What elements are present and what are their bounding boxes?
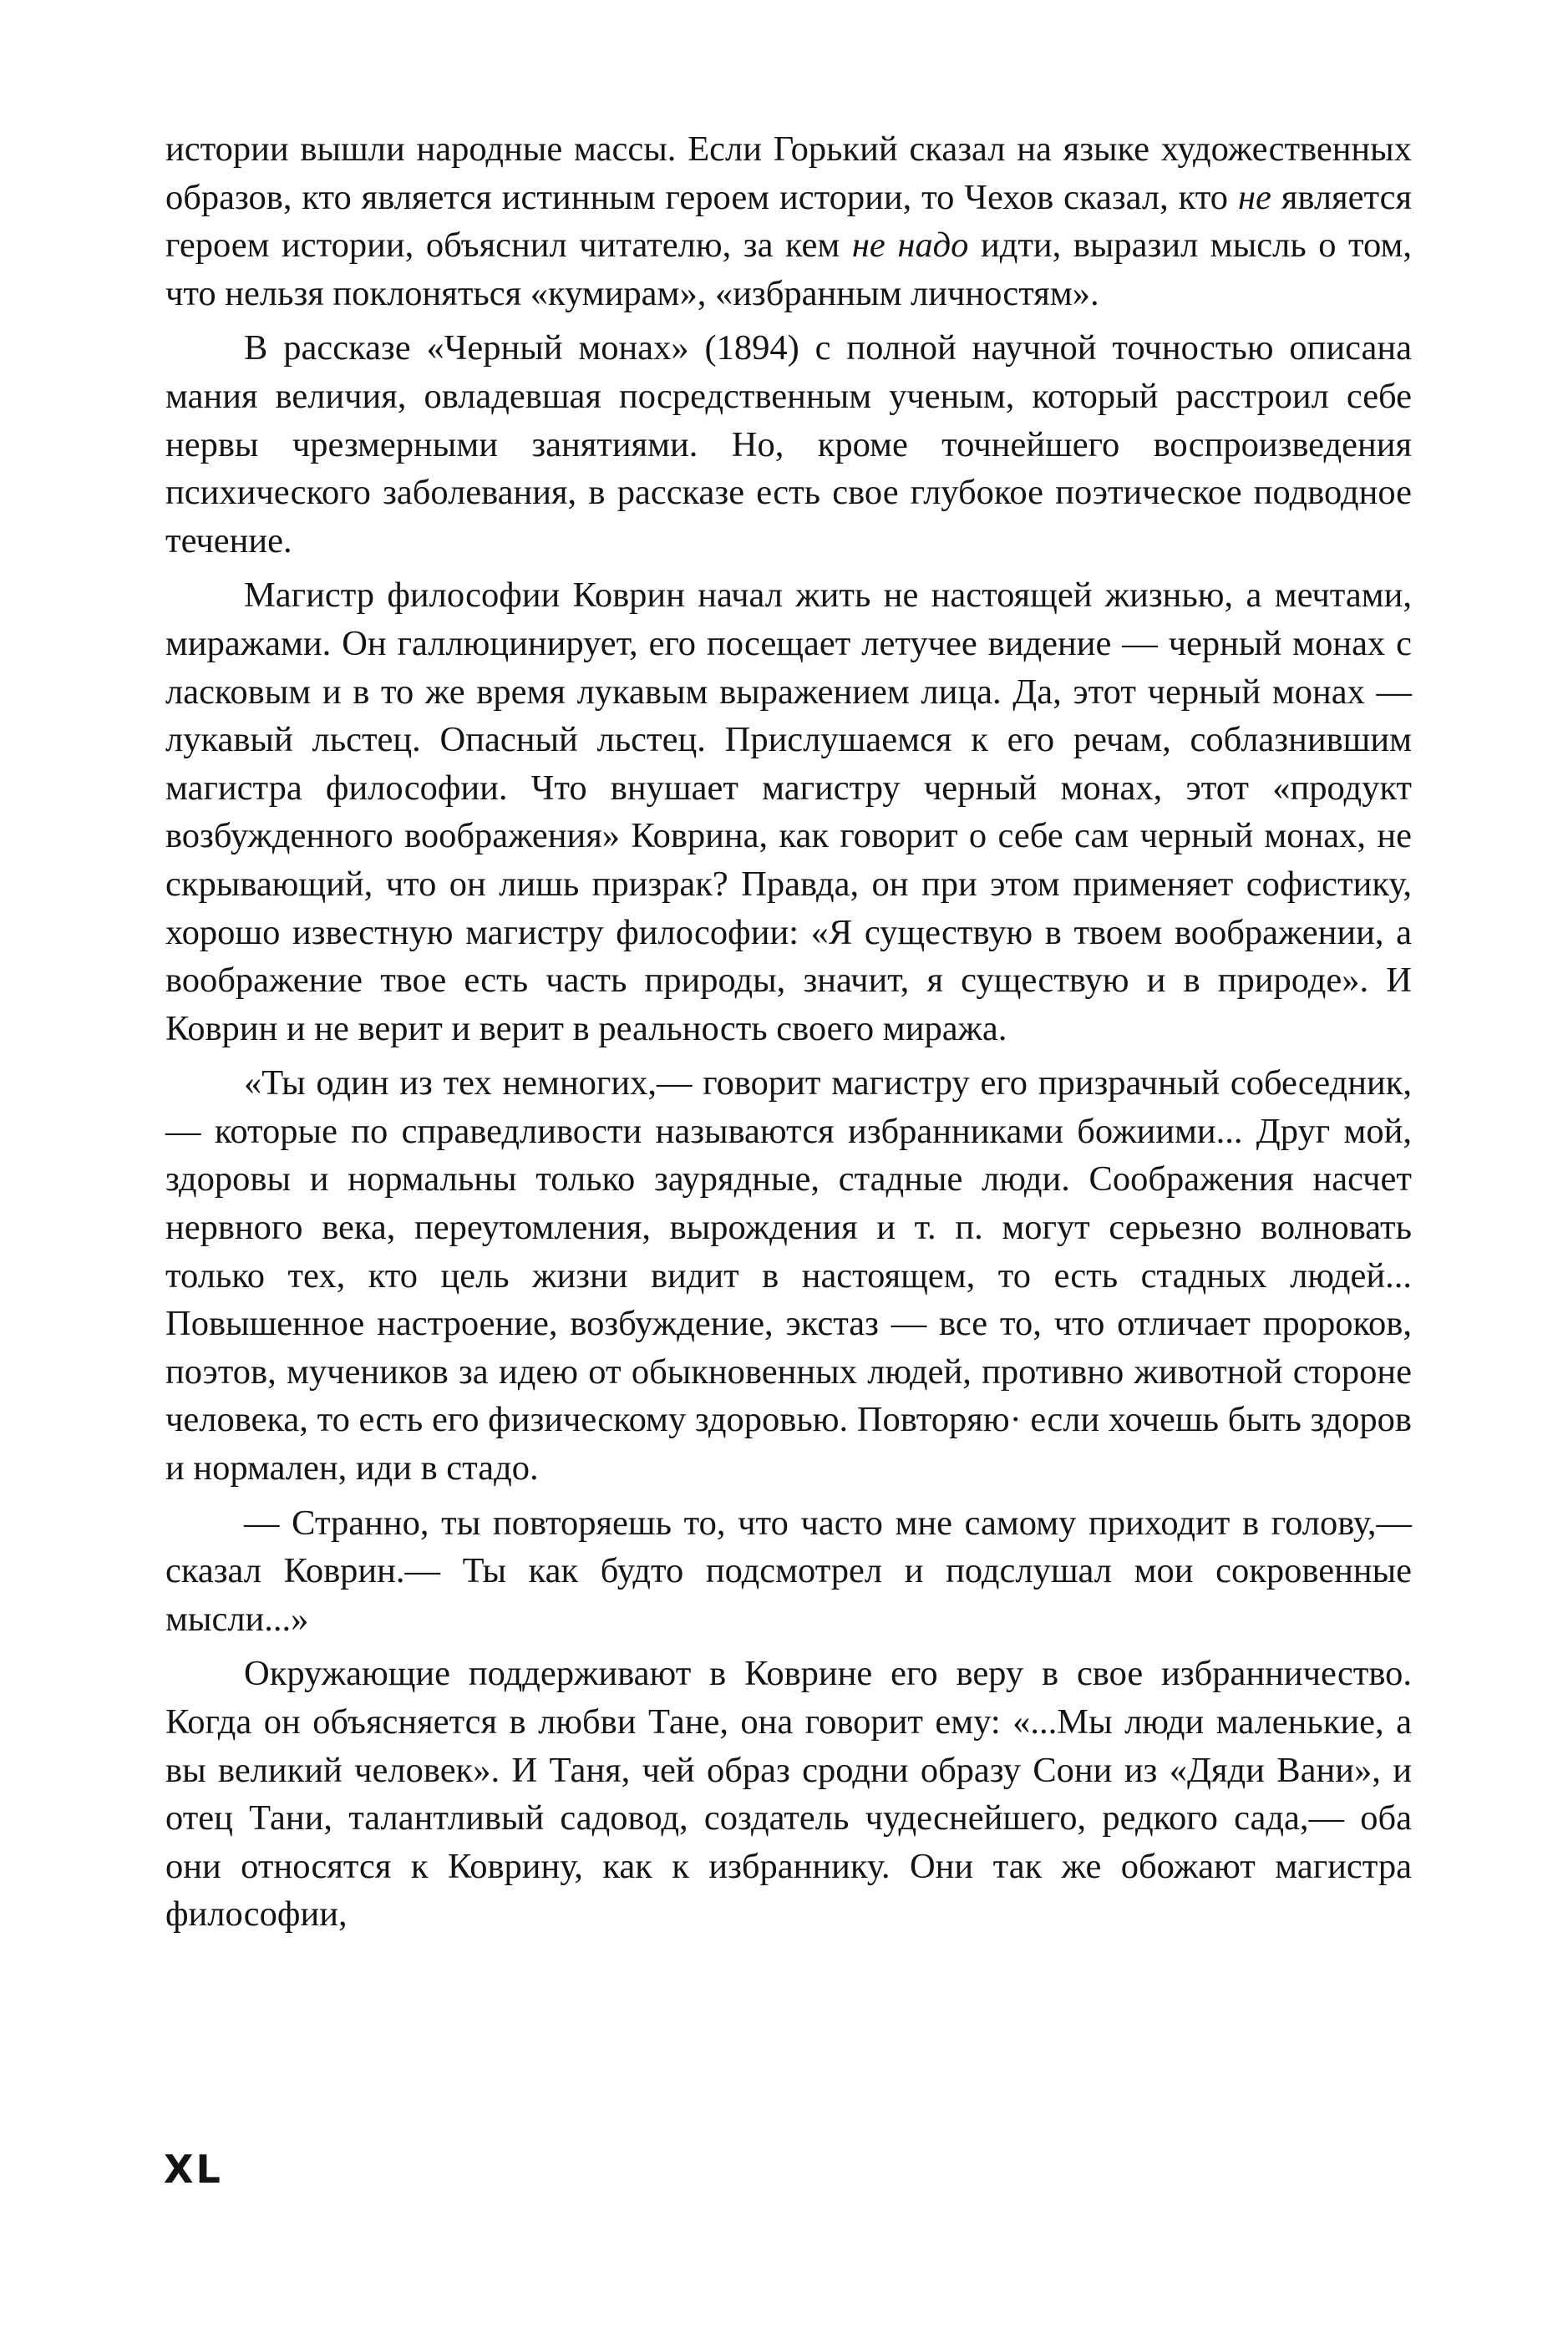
page-body	[165, 125, 1412, 1939]
paragraph	[165, 324, 1412, 565]
text-segment: «Ты один из тех немногих,— говорит магистру его призрачный собеседник,— которые по справедливости называются избранниками божиими... Друг мой, здоровы и нормальны только заурядные, стадные люди. Соображения насчет нервного века, переутомления, вырождения и т. п. могут серьезно волновать только тех, кто цель жизни видит в настоящем, то есть стадных людей... Повышенное настроение, возбуждение, экстаз — все то, что отличает пророков, поэтов, мучеников за идею от обыкновенных людей, противно животной стороне человека, то есть его физическому здоровью. Повторяю· если хочешь быть здоров и нормален, иди в стадо.	[165, 1063, 1412, 1488]
page-number: XL	[164, 2147, 223, 2192]
text-segment: Окружающие поддерживают в Коврине его веру в свое избранничество. Когда он объясняется в любви Тане, она говорит ему: «...Мы люди маленькие, а вы великий человек». И Таня, чей образ сродни образу Сони из «Дяди Вани», и отец Тани, талантливый садовод, создатель чудеснейшего, редкого сада,— оба они относятся к Коврину, как к избраннику. Они так же обожают магистра философии,	[165, 1654, 1412, 1935]
text-segment: идти, выразил мысль о том, что нельзя поклоняться «кумирам», «избранным личностям».	[165, 226, 1413, 313]
text-segment: истории вышли народные массы. Если Горький сказал на языке художественных образов, кто является истинным героем истории, то Чехов сказал, кто	[165, 129, 1412, 217]
paragraph	[165, 125, 1412, 317]
paragraph	[165, 1650, 1412, 1939]
paragraph	[165, 1059, 1412, 1492]
italic-text: не	[1237, 177, 1271, 217]
paragraph	[165, 1499, 1412, 1644]
text-segment: — Странно, ты повторяешь то, что часто мне самому приходит в голову,— сказал Коврин.— Ты как будто подсмотрел и подслушал мои сокровенные мысли...»	[165, 1503, 1412, 1639]
text-segment: является героем истории, объяснил читателю, за кем	[165, 177, 1412, 266]
italic-text: не надо	[851, 226, 969, 266]
text-segment: В рассказе «Черный монах» (1894) с полной научной точностью описана мания величия, овладевшая посредственным ученым, который расстроил себе нервы чрезмерными занятиями. Но, кроме точнейшего воспроизведения психического заболевания, в рассказе есть свое глубокое поэтическое подводное течение.	[165, 328, 1412, 560]
text-segment: Магистр философии Коврин начал жить не настоящей жизнью, а мечтами, миражами. Он галлюцинирует, его посещает летучее видение — черный монах с ласковым и в то же время лукавым выражением лица. Да, этот черный монах — лукавый льстец. Опасный льстец. Прислушаемся к его речам, соблазнившим магистра философии. Что внушает магистру черный монах, этот «продукт возбужденного воображения» Коврина, как говорит о себе сам черный монах, не скрывающий, что он лишь призрак? Правда, он при этом применяет софистику, хорошо известную магистру философии: «Я существую в твоем воображении, а воображение твое есть часть природы, значит, я существую и в природе». И Коврин и не верит и верит в реальность своего миража.	[165, 576, 1412, 1048]
paragraph	[165, 571, 1412, 1052]
